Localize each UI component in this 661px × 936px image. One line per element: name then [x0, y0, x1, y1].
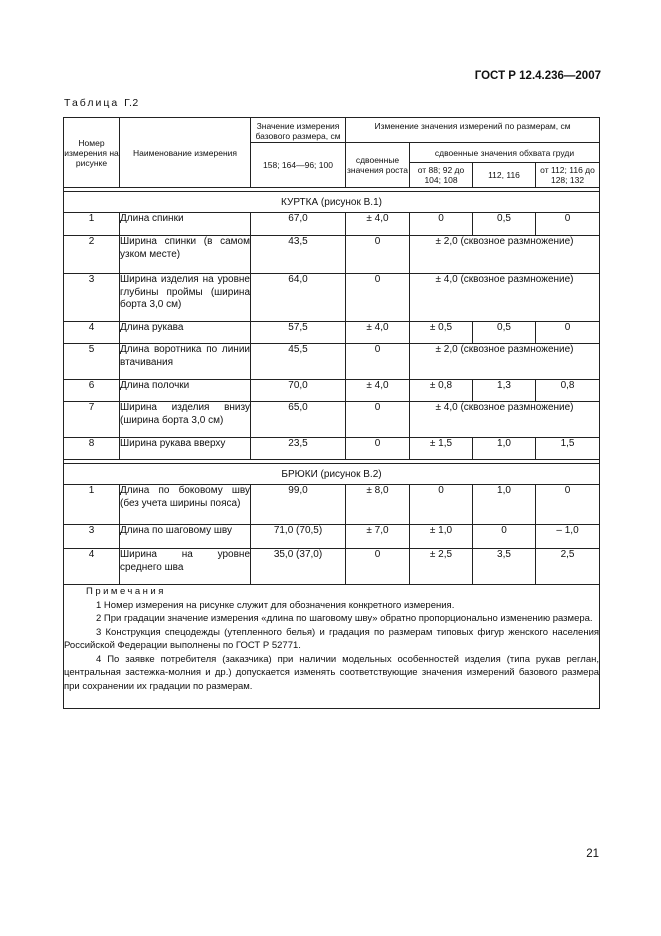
page-number: 21: [586, 848, 599, 860]
measure-name: Длина спинки: [120, 213, 251, 236]
note-item: 4 По заявке потребителя (заказчика) при наличии модельных особенностей изделия (типа рукав реглан, центральная застежка-молния и др.) допускается изменять соответствующие значения измерений базового размера при сохранении их градации по размерам.: [64, 653, 600, 692]
height-change: 0: [346, 274, 410, 322]
chest-change-3: 0: [536, 322, 600, 344]
chest-change-3: 0,8: [536, 380, 600, 402]
measure-number: 3: [64, 525, 120, 549]
base-value: 65,0: [251, 402, 346, 438]
measure-number: 4: [64, 549, 120, 585]
measure-number: 1: [64, 213, 120, 236]
header-height-values: сдвоенные значения роста: [346, 143, 410, 188]
measure-name: Длина рукава: [120, 322, 251, 344]
chest-change-through: ± 4,0 (сквозное размножение): [410, 274, 600, 322]
header-chest-range-2: 112, 116: [473, 163, 536, 188]
measure-number: 3: [64, 274, 120, 322]
table-row: [64, 485, 600, 525]
base-value: 64,0: [251, 274, 346, 322]
chest-change-2: 1,0: [473, 438, 536, 460]
chest-change-3: 1,5: [536, 438, 600, 460]
measure-name: Ширина на уровне среднего шва: [120, 549, 251, 585]
header-base-value: Значение измерения базового размера, см: [251, 118, 346, 143]
note-item: 2 При градации значение измерения «длина по шаговому шву» обратно пропорционально изменению размера.: [96, 613, 593, 624]
table-row: [64, 380, 600, 402]
measure-name: Длина по шаговому шву: [120, 525, 251, 549]
base-value: 67,0: [251, 213, 346, 236]
table-row: [64, 322, 600, 344]
header-chest-range-1: от 88; 92 до 104; 108: [410, 163, 473, 188]
base-value: 43,5: [251, 236, 346, 274]
chest-change-2: 3,5: [473, 549, 536, 585]
table-row: [64, 274, 600, 322]
note-item: 1 Номер измерения на рисунке служит для обозначения конкретного измерения.: [96, 599, 455, 611]
height-change: 0: [346, 549, 410, 585]
height-change: ± 4,0: [346, 380, 410, 402]
table-row: [64, 438, 600, 460]
table-row: [64, 402, 600, 438]
base-value: 45,5: [251, 344, 346, 380]
chest-change-3: – 1,0: [536, 525, 600, 549]
table-row: [64, 344, 600, 380]
header-size-change: Изменение значения измерений по размерам, см: [346, 118, 600, 143]
measure-name: Ширина изделия внизу (ширина борта 3,0 см): [120, 402, 251, 438]
chest-change-2: 0: [473, 525, 536, 549]
chest-change-2: 1,0: [473, 485, 536, 525]
base-value: 35,0 (37,0): [251, 549, 346, 585]
measure-number: 8: [64, 438, 120, 460]
measure-name: Длина воротника по линии втачивания: [120, 344, 251, 380]
note-item: 3 Конструкция спецодежды (утепленного белья) и градация по размерам типовых фигур женского населения Российской Федерации выполнены по ГОСТ Р 52771.: [64, 626, 600, 651]
base-value: 70,0: [251, 380, 346, 402]
table-row: [64, 549, 600, 585]
chest-change-1: ± 0,5: [410, 322, 473, 344]
chest-change-through: ± 4,0 (сквозное размножение): [410, 402, 600, 438]
chest-change-1: ± 0,8: [410, 380, 473, 402]
chest-change-1: ± 2,5: [410, 549, 473, 585]
measure-name: Ширина рукава вверху: [120, 438, 251, 460]
measure-number: 2: [64, 236, 120, 274]
measure-number: 5: [64, 344, 120, 380]
chest-change-1: ± 1,5: [410, 438, 473, 460]
table-row: [64, 525, 600, 549]
base-value: 23,5: [251, 438, 346, 460]
document-code: ГОСТ Р 12.4.236—2007: [474, 70, 601, 82]
chest-change-through: ± 2,0 (сквозное размножение): [410, 344, 600, 380]
height-change: ± 4,0: [346, 322, 410, 344]
height-change: 0: [346, 344, 410, 380]
header-chest-values: сдвоенные значения обхвата груди: [410, 143, 600, 163]
height-change: ± 8,0: [346, 485, 410, 525]
measure-number: 7: [64, 402, 120, 438]
chest-change-3: 2,5: [536, 549, 600, 585]
chest-change-3: 0: [536, 485, 600, 525]
header-measure-name: Наименование измерения: [120, 118, 251, 188]
measure-name: Ширина изделия на уровне глубины проймы (ширина борта 3,0 см): [120, 274, 251, 322]
table-notes: [64, 585, 600, 709]
measure-name: Длина полочки: [120, 380, 251, 402]
base-value: 71,0 (70,5): [251, 525, 346, 549]
measurements-table: [63, 117, 600, 709]
measure-number: 6: [64, 380, 120, 402]
measure-number: 1: [64, 485, 120, 525]
base-value: 99,0: [251, 485, 346, 525]
measure-name: Длина по боковому шву (без учета ширины пояса): [120, 485, 251, 525]
header-base-sizes: 158; 164—96; 100: [251, 143, 346, 188]
table-row: [64, 213, 600, 236]
height-change: 0: [346, 402, 410, 438]
header-chest-range-3: от 112; 116 до 128; 132: [536, 163, 600, 188]
table-row: [64, 236, 600, 274]
height-change: ± 7,0: [346, 525, 410, 549]
base-value: 57,5: [251, 322, 346, 344]
header-measure-number: Номер измерения на рисунке: [64, 118, 120, 188]
notes-title: Примечания: [86, 586, 166, 597]
chest-change-1: 0: [410, 213, 473, 236]
chest-change-2: 0,5: [473, 213, 536, 236]
height-change: 0: [346, 236, 410, 274]
section-title: КУРТКА (рисунок В.1): [64, 192, 600, 213]
chest-change-1: 0: [410, 485, 473, 525]
height-change: ± 4,0: [346, 213, 410, 236]
chest-change-3: 0: [536, 213, 600, 236]
chest-change-through: ± 2,0 (сквозное размножение): [410, 236, 600, 274]
table-number: Г.2: [124, 97, 139, 109]
table-label: Таблица: [64, 97, 120, 109]
table-caption: [64, 97, 139, 109]
measure-number: 4: [64, 322, 120, 344]
height-change: 0: [346, 438, 410, 460]
measure-name: Ширина спинки (в самом узком месте): [120, 236, 251, 274]
section-title: БРЮКИ (рисунок В.2): [64, 464, 600, 485]
chest-change-2: 0,5: [473, 322, 536, 344]
chest-change-1: ± 1,0: [410, 525, 473, 549]
chest-change-2: 1,3: [473, 380, 536, 402]
